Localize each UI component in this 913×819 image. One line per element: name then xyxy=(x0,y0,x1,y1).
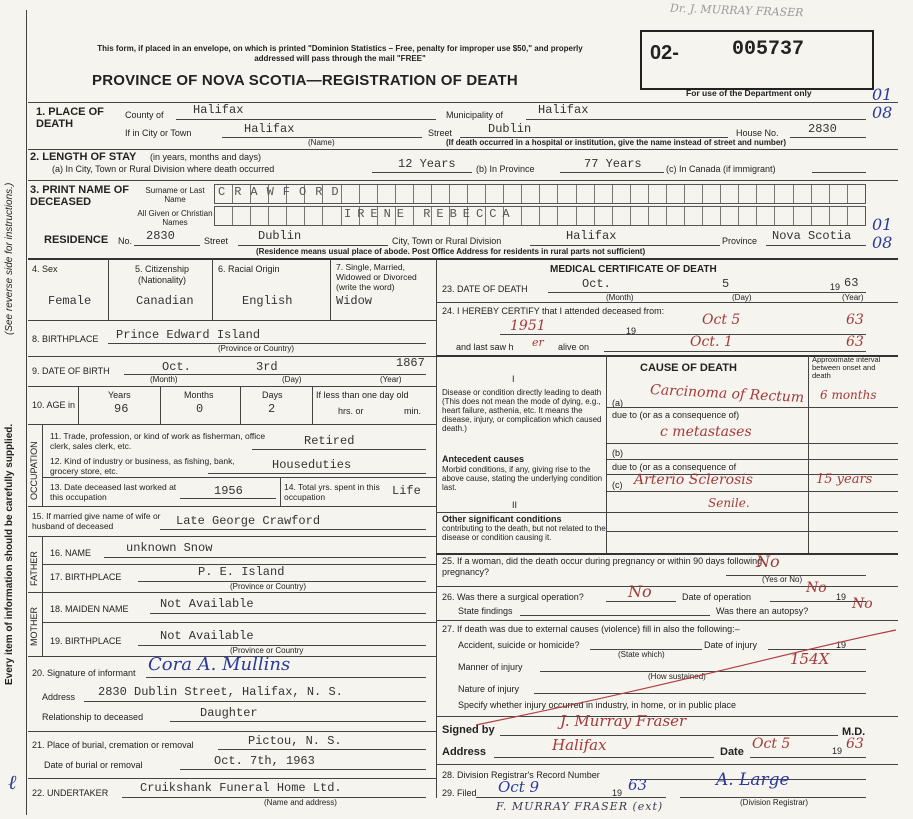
other-hint: contributing to the death, but not related to the disease or condition causing it. xyxy=(442,524,606,542)
informant-label: 20. Signature of informant xyxy=(32,668,136,678)
rule xyxy=(436,512,898,513)
spouse-value: Late George Crawford xyxy=(176,514,321,528)
residence-city-label: City, Town or Rural Division xyxy=(392,236,502,246)
burial-place-value: Pictou, N. S. xyxy=(248,734,342,748)
residence-city: Halifax xyxy=(566,229,617,243)
county-label: County of xyxy=(125,110,164,120)
bottom-note: F. MURRAY FRASER (ext) xyxy=(496,800,664,813)
rule xyxy=(176,119,436,120)
burial-date-value: Oct. 7th, 1963 xyxy=(214,754,315,768)
stay-label: 2. LENGTH OF STAY xyxy=(30,151,137,163)
father-name-value: unknown Snow xyxy=(126,541,213,555)
burial-place-label: 21. Place of burial, cremation or removal xyxy=(32,740,194,750)
informant-address-label: Address xyxy=(42,692,76,702)
residence-mark: 01 08 xyxy=(872,215,893,252)
rule xyxy=(218,749,426,750)
rule xyxy=(42,592,43,656)
rule xyxy=(42,622,436,623)
registrar-hint: (Division Registrar) xyxy=(740,798,809,807)
alive-on-label: alive on xyxy=(558,342,590,352)
days-value: 2 xyxy=(268,402,276,416)
rule xyxy=(28,320,436,321)
rule xyxy=(42,424,43,506)
racial-value: English xyxy=(242,294,293,308)
min-label: min. xyxy=(404,406,422,416)
street-label: Street xyxy=(428,128,453,138)
certify-label: 24. I HEREBY CERTIFY that I attended deceased from: xyxy=(442,306,665,316)
rule xyxy=(560,172,664,173)
less-day-label: If less than one day old xyxy=(316,390,409,400)
rule xyxy=(606,459,898,460)
antecedent-hint: Morbid conditions, if any, giving rise to the above cause, stating the underlying condition last. xyxy=(442,465,603,492)
stay-a-value: 12 Years xyxy=(398,157,456,171)
rule xyxy=(766,245,866,246)
months-label: Months xyxy=(184,390,214,400)
rule xyxy=(84,701,426,702)
form-title: PROVINCE OF NOVA SCOTIA—REGISTRATION OF DEATH xyxy=(92,72,518,89)
last-worked-label: 13. Date deceased last worked at this occupation xyxy=(50,482,177,502)
rule xyxy=(238,245,388,246)
cause-title: CAUSE OF DEATH xyxy=(640,362,737,374)
cause-b-value: c metastases xyxy=(660,424,752,440)
city-value: Halifax xyxy=(244,122,295,136)
left-margin-line xyxy=(26,10,27,815)
father-name-label: 16. NAME xyxy=(50,548,92,558)
racial-label: 6. Racial Origin xyxy=(218,264,280,274)
yes-no-hint: (Yes or No) xyxy=(762,575,803,584)
nature-label: Nature of injury xyxy=(458,684,520,694)
rule xyxy=(606,443,898,444)
informant-signature: Cora A. Mullins xyxy=(148,654,291,675)
rule xyxy=(606,407,898,408)
op-date-label: Date of operation xyxy=(682,592,752,602)
injury-year: 19 xyxy=(836,640,847,650)
informant-address: 2830 Dublin Street, Halifax, N. S. xyxy=(98,685,343,699)
death-year-hint: (Year) xyxy=(842,293,864,302)
house-value: 2830 xyxy=(808,122,837,136)
how-sustained-hint: (How sustained) xyxy=(648,672,706,681)
death-date-label: 23. DATE OF DEATH xyxy=(442,284,528,294)
rule xyxy=(208,473,426,474)
last-saw-h: er xyxy=(532,336,544,349)
dept-use: For use of the Department only xyxy=(686,88,812,98)
rule xyxy=(180,769,426,770)
mother-maiden-value: Not Available xyxy=(160,597,254,611)
mother-birthplace-value: Not Available xyxy=(160,629,254,643)
q25-value: No xyxy=(756,552,780,571)
rule xyxy=(604,351,866,352)
autopsy-value: No xyxy=(852,596,873,612)
stay-b-label: (b) In Province xyxy=(476,164,535,174)
burial-date-label: Date of burial or removal xyxy=(44,760,143,770)
undertaker-hint: (Name and address) xyxy=(264,798,337,807)
residence-street: Dublin xyxy=(258,229,302,243)
rule xyxy=(28,258,898,260)
alive-date: Oct. 1 xyxy=(690,334,733,350)
rule xyxy=(372,172,472,173)
alive-year: 63 xyxy=(846,334,864,350)
residence-no: 2830 xyxy=(146,229,175,243)
residence-province-label: Province xyxy=(722,236,758,246)
rule xyxy=(436,586,898,587)
undertaker-value: Cruikshank Funeral Home Ltd. xyxy=(140,781,342,795)
city-label: If in City or Town xyxy=(125,128,192,138)
op-year: 19 xyxy=(836,592,847,602)
rule xyxy=(28,180,898,181)
rule xyxy=(790,137,866,138)
rule xyxy=(240,386,241,424)
margin-mark: ℓ xyxy=(8,770,17,794)
rule xyxy=(436,553,898,555)
mail-notice: This form, if placed in an envelope, on which is printed "Dominion Statistics – Free, penalty for improper use $50," and properly addressed will pass through the mail "FREE" xyxy=(97,44,583,63)
rule xyxy=(500,334,866,335)
md-label: M.D. xyxy=(842,726,866,738)
marital-value: Widow xyxy=(336,294,373,308)
rule xyxy=(28,536,436,537)
death-month: Oct. xyxy=(582,277,611,291)
rule xyxy=(28,356,436,357)
rule xyxy=(280,477,281,506)
birthplace-hint: (Province or Country) xyxy=(218,344,295,353)
antecedent-label: Antecedent causes xyxy=(442,454,525,464)
rule xyxy=(606,601,676,602)
mother-side: MOTHER xyxy=(29,607,39,646)
rule xyxy=(330,258,331,320)
cause-a-interval: 6 months xyxy=(820,388,877,402)
trade-value: Retired xyxy=(304,434,355,448)
q25-label: 25. If a woman, did the death occur during pregnancy or within 90 days following pregnancy? xyxy=(442,556,763,577)
filed-year-prefix: 19 xyxy=(612,788,623,798)
accident-label: Accident, suicide or homicide? xyxy=(458,640,580,650)
rule xyxy=(28,778,436,779)
rule xyxy=(252,449,426,450)
rule xyxy=(548,292,866,293)
father-birthplace-value: P. E. Island xyxy=(198,565,285,579)
signoff-address-label: Address xyxy=(442,746,487,758)
part-two: II xyxy=(512,500,518,510)
rule xyxy=(160,529,426,530)
total-label: 14. Total yrs. spent in this occupation xyxy=(284,482,380,502)
dob-year-hint: (Year) xyxy=(380,375,402,384)
registrar-signature: A. Large xyxy=(716,770,790,790)
part-one: I xyxy=(512,374,515,384)
due-a-label: due to (or as a consequence of) xyxy=(612,410,740,420)
industry-value: Houseduties xyxy=(272,458,352,472)
rule xyxy=(28,731,436,732)
attended-mid: 19 xyxy=(626,326,637,336)
filed-label: 29. Filed xyxy=(442,788,477,798)
house-label: House No. xyxy=(736,128,779,138)
stay-hint: (in years, months and days) xyxy=(150,152,262,162)
corner-mark: 01 08 xyxy=(872,85,893,122)
injury-date-label: Date of injury xyxy=(704,640,758,650)
signoff-address-value: Halifax xyxy=(552,736,607,754)
top-scribble: Dr. J. MURRAY FRASER xyxy=(669,1,804,20)
given-boxes xyxy=(214,206,866,226)
birthplace-value: Prince Edward Island xyxy=(116,328,261,342)
cause-a-label: (a) xyxy=(612,398,623,408)
dob-month: Oct. xyxy=(162,360,191,374)
citizenship-label: 5. Citizenship (Nationality) xyxy=(134,264,190,285)
rule xyxy=(436,302,898,303)
cause-a-value: Carcinoma of Rectum xyxy=(649,381,805,407)
mother-birthplace-label: 19. BIRTHPLACE xyxy=(50,636,122,646)
rule xyxy=(104,557,426,558)
signoff-year: 63 xyxy=(846,736,864,752)
rule xyxy=(170,721,426,722)
rule xyxy=(750,757,866,758)
cause-b-label: (b) xyxy=(612,448,623,458)
due-b-label: due to (or as a consequence of xyxy=(612,462,737,472)
years-label: Years xyxy=(108,390,131,400)
rule xyxy=(28,506,436,507)
interval-label: Approximate interval between onset and death xyxy=(812,355,881,380)
specify-label: Specify whether injury occurred in industry, in home, or in public place xyxy=(458,700,736,710)
residence-label: RESIDENCE xyxy=(44,234,109,246)
side-note-2: (See reverse side for instructions.) xyxy=(4,182,15,335)
attended-to: Oct 5 xyxy=(702,312,741,328)
attended-from: 1951 xyxy=(510,318,546,334)
q26-label: 26. Was there a surgical operation? xyxy=(442,592,584,602)
place-label: 1. PLACE OF DEATH xyxy=(36,106,104,130)
residence-no-label: No. xyxy=(118,236,133,246)
dob-day-hint: (Day) xyxy=(282,375,302,384)
rule xyxy=(606,531,898,532)
mother-maiden-label: 18. MAIDEN NAME xyxy=(50,604,129,614)
stay-a-label: (a) In City, Town or Rural Division where death occurred xyxy=(52,164,275,174)
relationship-label: Relationship to deceased xyxy=(42,712,144,722)
rule xyxy=(476,797,666,798)
rule xyxy=(78,386,79,424)
residence-street-label: Street xyxy=(204,236,229,246)
autopsy-label: Was there an autopsy? xyxy=(716,606,809,616)
relationship-value: Daughter xyxy=(200,706,258,720)
industry-label: 12. Kind of industry or business, as fishing, bank, grocery store, etc. xyxy=(50,456,235,476)
father-birthplace-label: 17. BIRTHPLACE xyxy=(50,572,122,582)
rule xyxy=(108,258,109,320)
rule xyxy=(812,172,866,173)
cause-c-label: (c) xyxy=(612,480,623,490)
manner-label: Manner of injury xyxy=(458,662,523,672)
death-year: 63 xyxy=(844,276,859,290)
municipality-label: Municipality of xyxy=(446,110,504,120)
rule xyxy=(494,757,714,758)
name-hint: (Name) xyxy=(308,138,335,147)
rule xyxy=(28,592,436,593)
medical-title: MEDICAL CERTIFICATE OF DEATH xyxy=(550,264,717,275)
hrs-label: hrs. or xyxy=(338,406,364,416)
residence-province: Nova Scotia xyxy=(772,229,852,243)
registration-number-box xyxy=(640,30,874,90)
age-label: 10. AGE in xyxy=(32,400,76,410)
cause-c-value2: Senile. xyxy=(708,496,750,510)
q26-value: No xyxy=(628,582,652,601)
trade-label: 11. Trade, profession, or kind of work as fisherman, office clerk, sales clerk, etc. xyxy=(50,431,266,451)
signoff-date-label: Date xyxy=(720,746,744,758)
rule xyxy=(180,498,276,499)
days-label: Days xyxy=(262,390,283,400)
rule xyxy=(134,245,200,246)
manner-note: 154X xyxy=(790,650,830,668)
dob-day: 3rd xyxy=(256,360,278,374)
filed-value: Oct 9 xyxy=(498,778,540,796)
birthplace-label: 8. BIRTHPLACE xyxy=(32,334,99,344)
q27-label: 27. If death was due to external causes (violence) fill in also the following:– xyxy=(442,624,740,634)
rule xyxy=(28,386,436,387)
sex-value: Female xyxy=(48,294,92,308)
surname-label: Surname or Last Name xyxy=(145,186,205,204)
sex-label: 4. Sex xyxy=(32,264,58,274)
rule xyxy=(146,677,426,678)
cause-c-interval: 15 years xyxy=(816,472,873,487)
stay-b-value: 77 Years xyxy=(584,157,642,171)
undertaker-label: 22. UNDERTAKER xyxy=(32,788,109,798)
death-year-prefix: 19 xyxy=(830,282,841,292)
rule xyxy=(530,245,720,246)
reg-number: 005737 xyxy=(732,38,805,61)
total-value: Life xyxy=(392,484,421,498)
record-number-label: 28. Division Registrar's Record Number xyxy=(442,770,600,780)
dob-label: 9. DATE OF BIRTH xyxy=(32,366,110,376)
marital-label: 7. Single, Married, Widowed or Divorced (write the word) xyxy=(336,262,417,292)
municipality-value: Halifax xyxy=(538,103,589,117)
rule xyxy=(160,386,161,424)
surname-value: CRAWFORD xyxy=(218,185,348,199)
dob-year: 1867 xyxy=(396,356,425,370)
given-value: IRENE REBECCA xyxy=(344,207,516,221)
rule xyxy=(606,491,898,492)
death-month-hint: (Month) xyxy=(606,293,634,302)
death-day-hint: (Day) xyxy=(732,293,752,302)
cause-c-value: Arterio Sclerosis xyxy=(634,472,753,488)
name-label: 3. PRINT NAME OF DECEASED xyxy=(30,184,130,208)
rule xyxy=(312,386,313,424)
last-saw-label: and last saw h xyxy=(456,342,514,352)
rule xyxy=(606,355,607,553)
findings-label: State findings xyxy=(458,606,513,616)
county-value: Halifax xyxy=(193,103,244,117)
state-which-hint: (State which) xyxy=(618,650,665,659)
months-value: 0 xyxy=(196,402,204,416)
spouse-label: 15. If married give name of wife or husband of deceased xyxy=(32,511,161,531)
other-label: Other significant conditions xyxy=(442,514,562,524)
signed-value: J. Murray Fraser xyxy=(560,712,687,730)
father-birthplace-hint: (Province or Country) xyxy=(230,582,307,591)
side-note: Every item of information should be carefully supplied. xyxy=(4,423,15,685)
residence-hint: (Residence means usual place of abode. Post Office Address for residents in rural parts not sufficient) xyxy=(256,247,646,256)
hospital-hint: (If death occurred in a hospital or institution, give the name instead of street and number) xyxy=(446,138,787,147)
signoff-date-value: Oct 5 xyxy=(752,736,791,752)
years-value: 96 xyxy=(114,402,129,416)
occupation-side: OCCUPATION xyxy=(29,441,39,500)
op-date-value: No xyxy=(806,580,827,596)
attended-to-year: 63 xyxy=(846,312,864,328)
rule xyxy=(28,424,436,425)
rule xyxy=(150,613,426,614)
rule xyxy=(808,355,809,553)
rule xyxy=(212,258,213,320)
rule xyxy=(520,615,710,616)
father-side: FATHER xyxy=(29,551,39,586)
death-day: 5 xyxy=(722,277,730,291)
citizenship-value: Canadian xyxy=(136,294,194,308)
rule xyxy=(28,102,898,103)
given-label: All Given or Christian Names xyxy=(137,209,213,227)
mother-birthplace-hint: (Province or Country xyxy=(230,646,304,655)
rule xyxy=(526,119,866,120)
last-worked-value: 1956 xyxy=(214,484,243,498)
signoff-year-prefix: 19 xyxy=(832,746,843,756)
stay-c-label: (c) In Canada (if immigrant) xyxy=(666,164,776,174)
rule xyxy=(28,149,898,150)
disease-label: Disease or condition directly leading to death (This does not mean the mode of dying, e.g., heart failure, asthenia, etc. It means the disease, injury, or complication which caused death.) xyxy=(442,388,602,433)
signed-label: Signed by xyxy=(442,724,495,736)
rule xyxy=(42,477,436,478)
rule xyxy=(436,764,898,765)
filed-year: 63 xyxy=(628,776,648,794)
reg-prefix: 02- xyxy=(650,42,679,64)
street-value: Dublin xyxy=(488,122,532,136)
dob-month-hint: (Month) xyxy=(150,375,178,384)
